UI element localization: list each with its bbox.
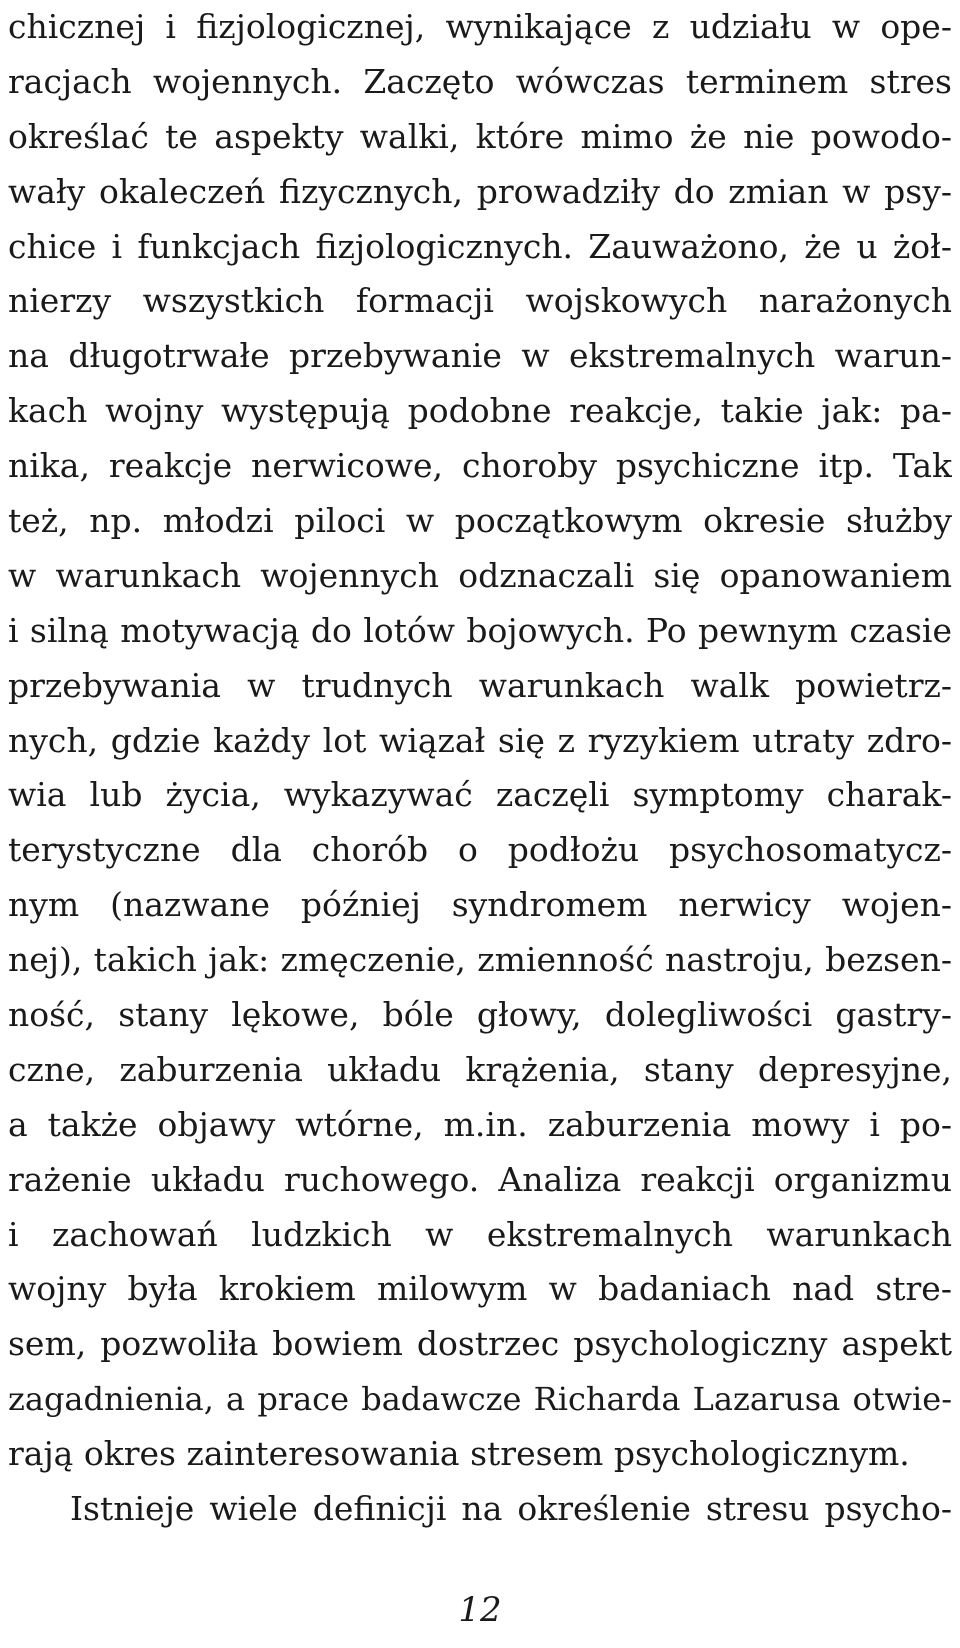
text-line: kach wojny występują podobne reakcje, takie jak: pa- [8,391,952,431]
text-line: też, np. młodzi piloci w początkowym okresie służby [8,501,952,541]
text-line: na długotrwałe przebywanie w ekstremalnych warun- [8,336,952,376]
text-line: Istnieje wiele definicji na określenie stresu psycho- [70,1489,952,1529]
text-line: przebywania w trudnych warunkach walk powietrz- [8,665,952,705]
text-line: racjach wojennych. Zaczęto wówczas terminem stres [8,61,952,101]
text-line: a także objawy wtórne, m.in. zaburzenia mowy i po- [8,1104,952,1144]
text-line: chicznej i fizjologicznej, wynikające z udziału w ope- [8,7,952,46]
body-text [8,0,952,1537]
text-line: rają okres zainteresowania stresem psychologicznym. [8,1434,910,1474]
text-line: określać te aspekty walki, które mimo że nie powodo- [8,116,952,156]
text-line: nej), takich jak: zmęczenie, zmienność nastroju, bezsen- [8,940,952,980]
text-line: nierzy wszystkich formacji wojskowych narażonych [8,281,952,321]
text-line: nym (nazwane później syndromem nerwicy wojen- [8,885,952,925]
text-line: chice i funkcjach fizjologicznych. Zauważono, że u żoł- [8,226,952,266]
text-line: w warunkach wojennych odznaczali się opanowaniem [8,555,952,595]
text-line: nych, gdzie każdy lot wiązał się z ryzykiem utraty zdro- [8,720,952,760]
paragraph [8,1482,952,1537]
text-line: ność, stany lękowe, bóle głowy, dolegliwości gastry- [8,995,952,1035]
text-line: i zachowań ludzkich w ekstremalnych warunkach [8,1214,952,1254]
text-line: wały okaleczeń fizycznych, prowadziły do zmian w psy- [8,171,952,211]
text-line: sem, pozwoliła bowiem dostrzec psychologiczny aspekt [8,1324,952,1364]
text-line: czne, zaburzenia układu krążenia, stany depresyjne, [8,1049,952,1089]
text-line: zagadnienia, a prace badawcze Richarda Lazarusa otwie- [8,1380,952,1419]
text-line: wia lub życia, wykazywać zaczęli symptomy charak- [8,775,952,815]
text-line: nika, reakcje nerwicowe, choroby psychiczne itp. Tak [8,446,952,486]
text-line: rażenie układu ruchowego. Analiza reakcji organizmu [8,1159,952,1199]
text-line: wojny była krokiem milowym w badaniach nad stre- [8,1269,952,1309]
page-number: 12 [458,1590,502,1630]
paragraph [8,0,952,1482]
text-line: i silną motywacją do lotów bojowych. Po pewnym czasie [8,610,952,650]
text-line: terystyczne dla chorób o podłożu psychosomatycz- [8,830,952,870]
